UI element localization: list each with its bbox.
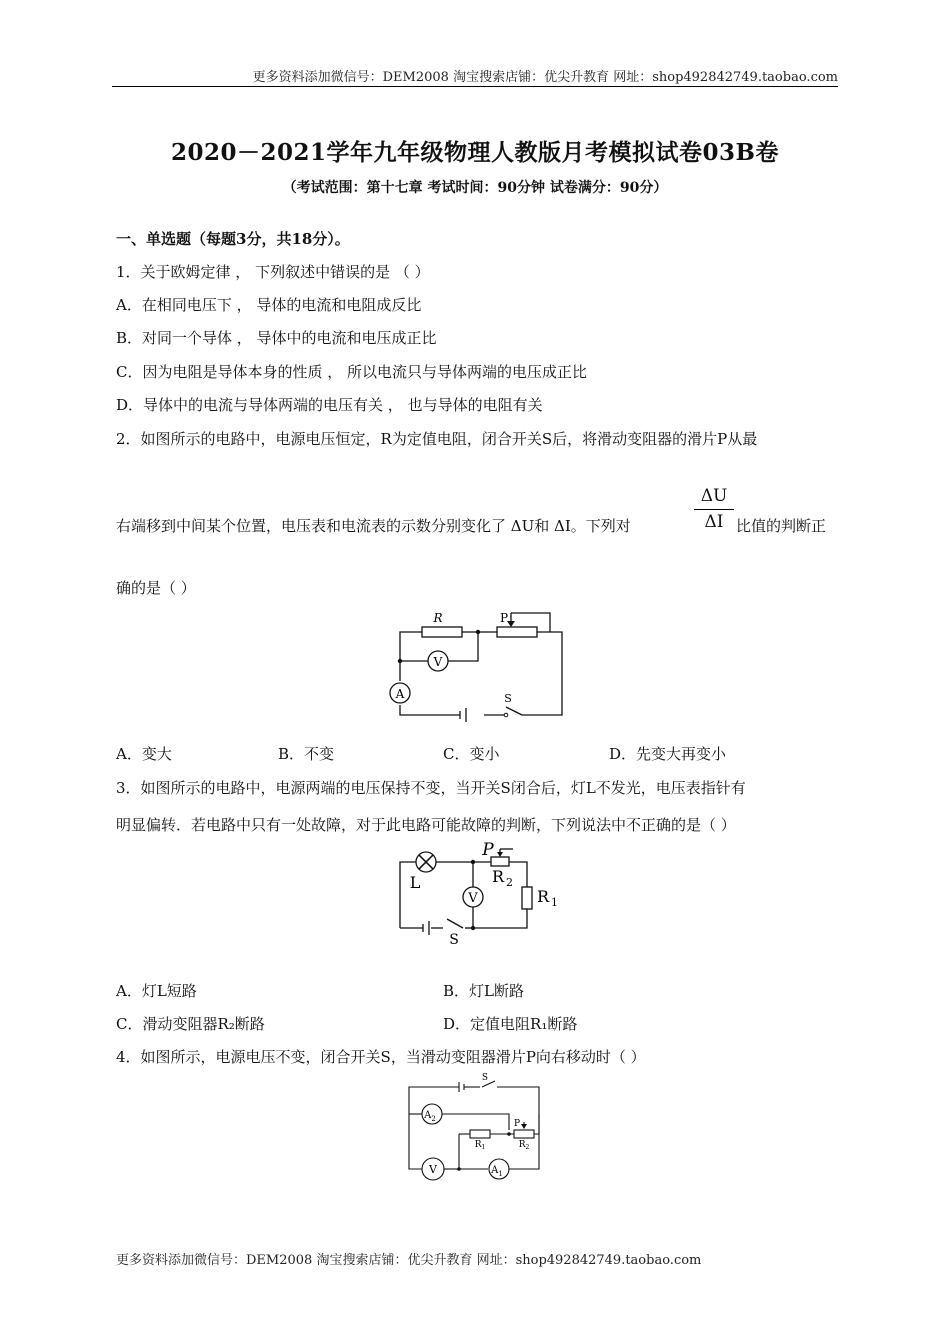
page-title: 2020－2021学年九年级物理人教版月考模拟试卷03B卷 (171, 139, 779, 166)
q2-stem-line2: 右端移到中间某个位置，电压表和电流表的示数分别变化了 ΔU和 ΔI。下列对 (116, 517, 631, 535)
q2-option-a: A．变大 (116, 745, 172, 763)
q2-label-r: R (433, 611, 443, 625)
q1-stem: 1．关于欧姆定律 ， 下列叙述中错误的是 （ ） (116, 263, 430, 281)
q3-option-a: A．灯L短路 (116, 982, 197, 1000)
fraction-denominator: ΔI (704, 512, 724, 532)
q2-stem-line2-end: 比值的判断正 (736, 517, 827, 535)
q4-label-p: P (513, 1119, 521, 1129)
q4-label-a2: $A_2$ (424, 1110, 436, 1123)
section-heading: 一、单选题（每题3分，共18分）。 (116, 230, 350, 248)
q3-stem-line2: 明显偏转．若电路中只有一处故障，对于此电路可能故障的判断，下列说法中不正确的是（ ） (116, 816, 736, 834)
q4-switch-label: S (481, 1073, 489, 1083)
q1-option-c: C．因为电阻是导体本身的性质 ， 所以电流只与导体两端的电压成正比 (116, 363, 588, 381)
q2-ammeter-label: A (395, 687, 405, 701)
q3-stem-line1: 3．如图所示的电路中，电源两端的电压保持不变，当开关S闭合后，灯L不发光，电压表指针有 (116, 779, 746, 797)
q2-label-p: P (499, 611, 509, 625)
footer-text: 更多资料添加微信号：DEM2008 淘宝搜索店铺：优尖升教育 网址：shop492842749.taobao.com (116, 1253, 702, 1268)
q4-label-a1: $A_1$ (491, 1165, 503, 1178)
q3-label-l: L (409, 873, 421, 892)
q2-switch-label: S (504, 692, 512, 705)
q3-option-d: D．定值电阻R₁断路 (443, 1015, 578, 1033)
q2-option-d: D．先变大再变小 (609, 745, 727, 763)
q3-option-b: B．灯L断路 (443, 982, 524, 1000)
q2-voltmeter-label: V (433, 655, 443, 669)
q3-label-r1: R $_1$ (537, 887, 559, 909)
q3-circuit-diagram (385, 840, 570, 950)
q1-option-d: D．导体中的电流与导体两端的电压有关 ， 也与导体的电阻有关 (116, 396, 543, 414)
q4-label-r2: $R_2$ (518, 1140, 530, 1151)
header-text: 更多资料添加微信号：DEM2008 淘宝搜索店铺：优尖升教育 网址：shop492842749.taobao.com (252, 70, 838, 85)
q3-label-p: P (482, 840, 494, 860)
q2-option-c: C．变小 (443, 745, 500, 763)
q1-option-a: A．在相同电压下 ， 导体的电流和电阻成反比 (116, 296, 422, 314)
q3-switch-label: S (449, 932, 459, 948)
q3-label-r2: R $_2$ (492, 867, 514, 889)
q4-label-r1: $R_1$ (474, 1140, 486, 1151)
q3-voltmeter-label: V (468, 891, 478, 906)
q4-voltmeter-label: V (429, 1163, 437, 1176)
delta-fraction (694, 486, 734, 532)
q1-option-b: B．对同一个导体 ， 导体中的电流和电压成正比 (116, 329, 437, 347)
header-rule (112, 86, 838, 87)
q4-circuit-diagram (402, 1072, 552, 1184)
q2-circuit-diagram (380, 605, 570, 723)
q3-option-c: C．滑动变阻器R₂断路 (116, 1015, 265, 1033)
fraction-bar (694, 509, 734, 510)
q2-stem-line1: 2．如图所示的电路中，电源电压恒定，R为定值电阻，闭合开关S后，将滑动变阻器的滑片P从最 (116, 430, 758, 448)
q2-stem-line3: 确的是（ ） (116, 579, 196, 597)
page-subtitle: （考试范围：第十七章 考试时间：90分钟 试卷满分：90分） (282, 180, 668, 196)
fraction-numerator: ΔU (700, 486, 728, 506)
q4-stem-line1: 4．如图所示，电源电压不变，闭合开关S，当滑动变阻器滑片P向右移动时（ ） (116, 1048, 646, 1066)
q2-option-b: B．不变 (278, 745, 335, 763)
